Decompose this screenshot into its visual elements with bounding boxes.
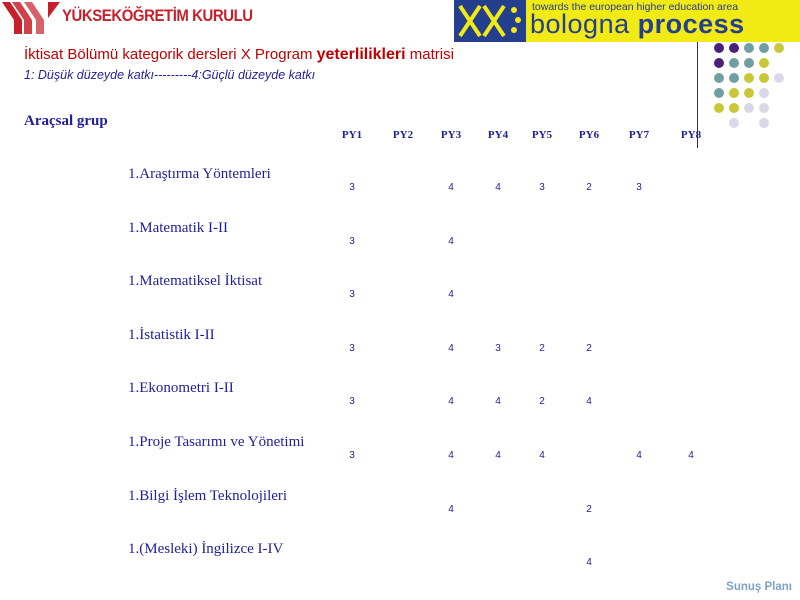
matrix-cell: 3 (349, 396, 355, 408)
bologna-brand (530, 9, 745, 40)
matrix-cell: 3 (495, 342, 501, 354)
page-title (24, 46, 454, 64)
group-label: Araçsal grup (24, 113, 108, 129)
column-header: PY6 (578, 129, 600, 141)
bologna-tagline: towards the european higher education area (532, 1, 739, 13)
dot-icon (759, 118, 769, 128)
matrix-cell: 4 (495, 450, 501, 461)
matrix-cell: 2 (586, 342, 592, 354)
matrix-cell: 2 (586, 503, 592, 515)
dot-icon (744, 58, 754, 68)
matrix-cell: 4 (448, 503, 454, 515)
matrix-cell: 3 (349, 235, 355, 247)
dot-icon (729, 43, 739, 53)
matrix-cell: 4 (586, 396, 592, 408)
yok-logo-icon (2, 0, 62, 34)
bologna-emblem-icon (454, 0, 526, 42)
decorative-dots (712, 43, 792, 133)
dot-icon (744, 43, 754, 53)
dot-icon (774, 43, 784, 53)
course-name: 1.Matematiksel İktisat (128, 273, 263, 290)
matrix-cell: 4 (448, 396, 454, 408)
matrix-cell: 3 (349, 289, 355, 301)
matrix-cell: 2 (539, 342, 545, 354)
column-header: PY3 (440, 129, 462, 141)
matrix-cell: 4 (448, 182, 454, 193)
matrix-cell: 4 (448, 450, 454, 461)
matrix-cell: 2 (539, 396, 545, 408)
dot-icon (759, 43, 769, 53)
matrix-cell: 4 (448, 289, 454, 301)
dot-icon (714, 58, 724, 68)
yok-logo-text: YÜKSEKÖĞRETİM KURULU (62, 6, 253, 25)
dot-icon (744, 103, 754, 113)
dot-icon (759, 58, 769, 68)
matrix-cell: 3 (349, 450, 355, 461)
column-header: PY2 (392, 129, 414, 141)
presentation-plan-link[interactable]: Sunuş Planı (726, 581, 792, 593)
dot-icon (729, 103, 739, 113)
dot-icon (729, 73, 739, 83)
matrix-cell: 4 (448, 235, 454, 247)
yok-logo (0, 0, 253, 36)
title-suffix: matrisi (405, 46, 454, 63)
matrix-cell: 3 (539, 182, 545, 193)
dot-icon (774, 73, 784, 83)
course-name: 1.Araştırma Yöntemleri (128, 166, 271, 182)
dot-icon (744, 73, 754, 83)
dot-icon (729, 58, 739, 68)
bologna-brand-first: bologna (530, 9, 630, 39)
dot-icon (714, 88, 724, 98)
column-header: PY4 (487, 129, 509, 141)
matrix-cell: 4 (448, 342, 454, 354)
column-header: PY1 (341, 129, 363, 141)
matrix-cell: 2 (586, 182, 592, 193)
course-name: 1.Bilgi İşlem Teknolojileri (128, 487, 288, 504)
course-name: 1.(Mesleki) İngilizce I-IV (128, 541, 284, 558)
title-highlight: yeterlilikleri (316, 46, 406, 63)
dot-icon (759, 88, 769, 98)
bologna-brand-second: process (637, 9, 745, 39)
matrix-cell: 4 (495, 396, 501, 408)
scale-legend: 1: Düşük düzeyde katkı---------4:Güçlü düzeyde katkı (24, 68, 316, 82)
column-header: PY5 (531, 129, 553, 141)
matrix-cell: 4 (586, 557, 592, 569)
matrix-cell: 3 (349, 182, 355, 193)
matrix-cell: 4 (495, 182, 501, 193)
column-header: PY8 (680, 129, 702, 141)
bologna-process-banner (454, 0, 800, 42)
course-name: 1.İstatistik I-II (128, 326, 215, 343)
dot-icon (714, 103, 724, 113)
dot-icon (729, 88, 739, 98)
dot-icon (714, 43, 724, 53)
matrix-cell: 4 (539, 450, 545, 461)
course-name: 1.Ekonometri I-II (128, 380, 234, 397)
matrix-cell: 3 (349, 342, 355, 354)
course-name: 1.Matematik I-II (128, 219, 228, 236)
dot-icon (714, 73, 724, 83)
course-name: 1.Proje Tasarımı ve Yönetimi (128, 434, 305, 450)
title-prefix: İktisat Bölümü kategorik dersleri X Program (24, 46, 317, 63)
matrix-cell: 3 (636, 182, 642, 193)
column-header: PY7 (628, 129, 650, 141)
dot-icon (759, 103, 769, 113)
matrix-cell: 4 (688, 450, 694, 461)
dot-icon (729, 118, 739, 128)
dot-icon (759, 73, 769, 83)
dot-icon (744, 88, 754, 98)
matrix-cell: 4 (636, 450, 642, 461)
